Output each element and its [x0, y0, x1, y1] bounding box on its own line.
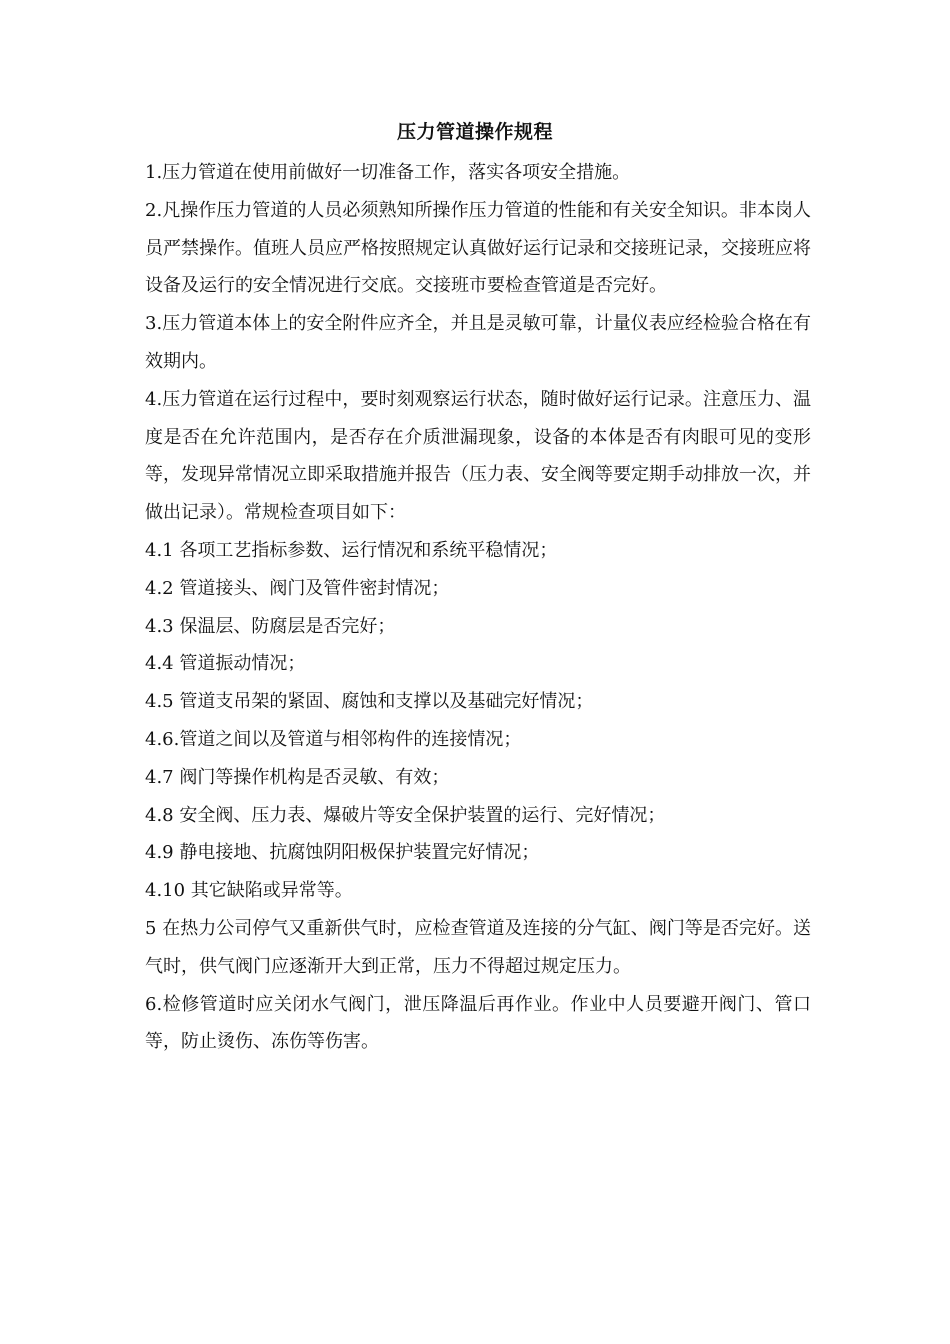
check-item-4-3: 4.3 保温层、防腐层是否完好；: [145, 615, 396, 637]
check-item-4-2: 4.2 管道接头、阀门及管件密封情况；: [145, 577, 450, 599]
check-item-4-8: 4.8 安全阀、压力表、爆破片等安全保护装置的运行、完好情况；: [145, 804, 666, 826]
check-item-4-1: 4.1 各项工艺指标参数、运行情况和系统平稳情况；: [145, 539, 558, 561]
check-item-4-5: 4.5 管道支吊架的紧固、腐蚀和支撑以及基础完好情况；: [145, 691, 594, 713]
paragraph-3: 3.压力管道本体上的安全附件应齐全，并且是灵敏可靠，计量仪表应经检验合格在有效期内。: [145, 313, 811, 372]
document-title: 压力管道操作规程: [396, 121, 553, 143]
paragraph-1: 1.压力管道在使用前做好一切准备工作，落实各项安全措施。: [145, 162, 631, 183]
paragraph-2: 2.凡操作压力管道的人员必须熟知所操作压力管道的性能和有关安全知识。非本岗人员严禁操作。值班人员应严格按照规定认真做好运行记录和交接班记录，交接班应将设备及运行的安全情况进行交底。交接班市要检查管道是否完好。: [145, 199, 811, 297]
check-item-4-9: 4.9 静电接地、抗腐蚀阴阳极保护装置完好情况；: [145, 842, 540, 864]
paragraph-5: 5 在热力公司停气又重新供气时，应检查管道及连接的分气缸、阀门等是否完好。送气时，供气阀门应逐渐开大到正常，压力不得超过规定压力。: [145, 917, 811, 977]
check-item-4-6: 4.6.管道之间以及管道与相邻构件的连接情况；: [145, 728, 522, 750]
check-item-4-10: 4.10 其它缺陷或异常等。: [145, 880, 353, 902]
check-item-4-7: 4.7 阀门等操作机构是否灵敏、有效；: [145, 766, 450, 788]
document-body: [145, 154, 811, 1061]
paragraph-4: 4.压力管道在运行过程中，要时刻观察运行状态，随时做好运行记录。注意压力、温度是否在允许范围内，是否存在介质泄漏现象，设备的本体是否有肉眼可见的变形等，发现异常情况立即采取措施并报告（压力表、安全阀等要定期手动排放一次，并做出记录）。常规检查项目如下：: [145, 388, 811, 524]
paragraph-6: 6.检修管道时应关闭水气阀门，泄压降温后再作业。作业中人员要避开阀门、管口等，防止烫伤、冻伤等伤害。: [145, 993, 811, 1053]
check-item-4-4: 4.4 管道振动情况；: [145, 653, 306, 675]
